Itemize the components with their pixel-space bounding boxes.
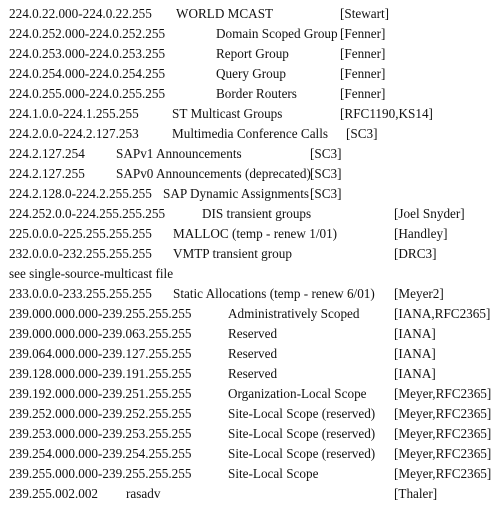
address-range: 239.255.002.002 — [9, 486, 99, 501]
table-row — [0, 484, 500, 504]
address-range: 224.0.255.000-224.0.255.255 — [9, 86, 166, 101]
table-row — [0, 24, 500, 44]
assignment-description: rasadv — [126, 486, 161, 501]
table-row — [0, 144, 500, 164]
table-row — [0, 184, 500, 204]
reference: [SC3] — [310, 166, 342, 181]
address-range: 224.0.22.000-224.0.22.255 — [9, 6, 152, 21]
address-range: 224.2.127.255 — [9, 166, 85, 181]
assignment-description: Border Routers — [216, 86, 297, 101]
address-range: 239.253.000.000-239.253.255.255 — [9, 426, 192, 441]
address-range: 224.0.254.000-224.0.254.255 — [9, 66, 166, 81]
assignment-description: WORLD MCAST — [176, 6, 274, 21]
reference: [Thaler] — [394, 486, 438, 501]
reference: [Meyer,RFC2365] — [394, 446, 492, 461]
reference: [Fenner] — [340, 86, 386, 101]
table-row — [0, 444, 500, 464]
assignment-description: MALLOC (temp - renew 1/01) — [173, 226, 338, 241]
assignment-description: Domain Scoped Group — [216, 26, 338, 41]
assignment-description: DIS transient groups — [202, 206, 312, 221]
reference: [SC3] — [310, 146, 342, 161]
assignment-description: Organization-Local Scope — [228, 386, 367, 401]
table-row — [0, 224, 500, 244]
assignment-description: Site-Local Scope (reserved) — [228, 426, 376, 441]
table-row — [0, 264, 500, 284]
reference: [Fenner] — [340, 66, 386, 81]
table-row — [0, 84, 500, 104]
address-range: 224.2.0.0-224.2.127.253 — [9, 126, 139, 141]
address-range: 239.000.000.000-239.063.255.255 — [9, 326, 192, 341]
table-row — [0, 244, 500, 264]
address-range: 239.192.000.000-239.251.255.255 — [9, 386, 192, 401]
assignment-description: Reserved — [228, 346, 278, 361]
address-range: 224.2.127.254 — [9, 146, 85, 161]
table-row — [0, 284, 500, 304]
table-row — [0, 404, 500, 424]
assignment-description: Multimedia Conference Calls — [172, 126, 329, 141]
table-row — [0, 104, 500, 124]
assignment-description: SAPv1 Announcements — [116, 146, 242, 161]
assignment-description: Site-Local Scope (reserved) — [228, 406, 376, 421]
reference: [Meyer2] — [394, 286, 444, 301]
address-range: 239.064.000.000-239.127.255.255 — [9, 346, 192, 361]
assignment-description: VMTP transient group — [173, 246, 292, 261]
reference: [Joel Snyder] — [394, 206, 465, 221]
table-row — [0, 124, 500, 144]
address-range: 224.2.128.0-224.2.255.255 — [9, 186, 152, 201]
address-range: 239.000.000.000-239.255.255.255 — [9, 306, 192, 321]
assignment-description: Site-Local Scope (reserved) — [228, 446, 376, 461]
reference: [DRC3] — [394, 246, 437, 261]
assignment-description: Static Allocations (temp - renew 6/01) — [173, 286, 375, 301]
address-range: 224.0.252.000-224.0.252.255 — [9, 26, 166, 41]
address-range: 239.255.000.000-239.255.255.255 — [9, 466, 192, 481]
table-row — [0, 364, 500, 384]
reference: [SC3] — [310, 186, 342, 201]
reference: [Meyer,RFC2365] — [394, 386, 492, 401]
reference: [Fenner] — [340, 46, 386, 61]
table-row — [0, 204, 500, 224]
reference: [SC3] — [346, 126, 378, 141]
assignment-description: Administratively Scoped — [228, 306, 360, 321]
assignment-description: Reserved — [228, 326, 278, 341]
address-range: 232.0.0.0-232.255.255.255 — [9, 246, 152, 261]
assignment-description: Query Group — [216, 66, 286, 81]
table-row — [0, 4, 500, 24]
reference: [IANA] — [394, 346, 436, 361]
reference: [Meyer,RFC2365] — [394, 426, 492, 441]
reference: [Handley] — [394, 226, 448, 241]
table-row — [0, 164, 500, 184]
file-reference-note: see single-source-multicast file — [9, 266, 174, 281]
assignment-description: SAP Dynamic Assignments — [163, 186, 310, 201]
table-row — [0, 44, 500, 64]
assignment-description: Reserved — [228, 366, 278, 381]
table-row — [0, 384, 500, 404]
assignment-description: Report Group — [216, 46, 289, 61]
reference: [Fenner] — [340, 26, 386, 41]
reference: [IANA] — [394, 366, 436, 381]
reference: [IANA] — [394, 326, 436, 341]
address-range: 224.252.0.0-224.255.255.255 — [9, 206, 166, 221]
table-row — [0, 324, 500, 344]
reference: [RFC1190,KS14] — [340, 106, 433, 121]
assignment-description: SAPv0 Announcements (deprecated) — [116, 166, 311, 181]
reference: [IANA,RFC2365] — [394, 306, 491, 321]
reference: [Stewart] — [340, 6, 390, 21]
address-range: 239.252.000.000-239.252.255.255 — [9, 406, 192, 421]
address-range: 224.0.253.000-224.0.253.255 — [9, 46, 166, 61]
table-row — [0, 424, 500, 444]
reference: [Meyer,RFC2365] — [394, 466, 492, 481]
assignment-description: ST Multicast Groups — [172, 106, 283, 121]
assignment-description: Site-Local Scope — [228, 466, 319, 481]
reference: [Meyer,RFC2365] — [394, 406, 492, 421]
table-row — [0, 304, 500, 324]
address-range: 239.128.000.000-239.191.255.255 — [9, 366, 192, 381]
table-row — [0, 464, 500, 484]
address-range: 225.0.0.0-225.255.255.255 — [9, 226, 152, 241]
address-range: 233.0.0.0-233.255.255.255 — [9, 286, 152, 301]
address-range: 239.254.000.000-239.254.255.255 — [9, 446, 192, 461]
table-row — [0, 344, 500, 364]
table-row — [0, 64, 500, 84]
address-range: 224.1.0.0-224.1.255.255 — [9, 106, 139, 121]
